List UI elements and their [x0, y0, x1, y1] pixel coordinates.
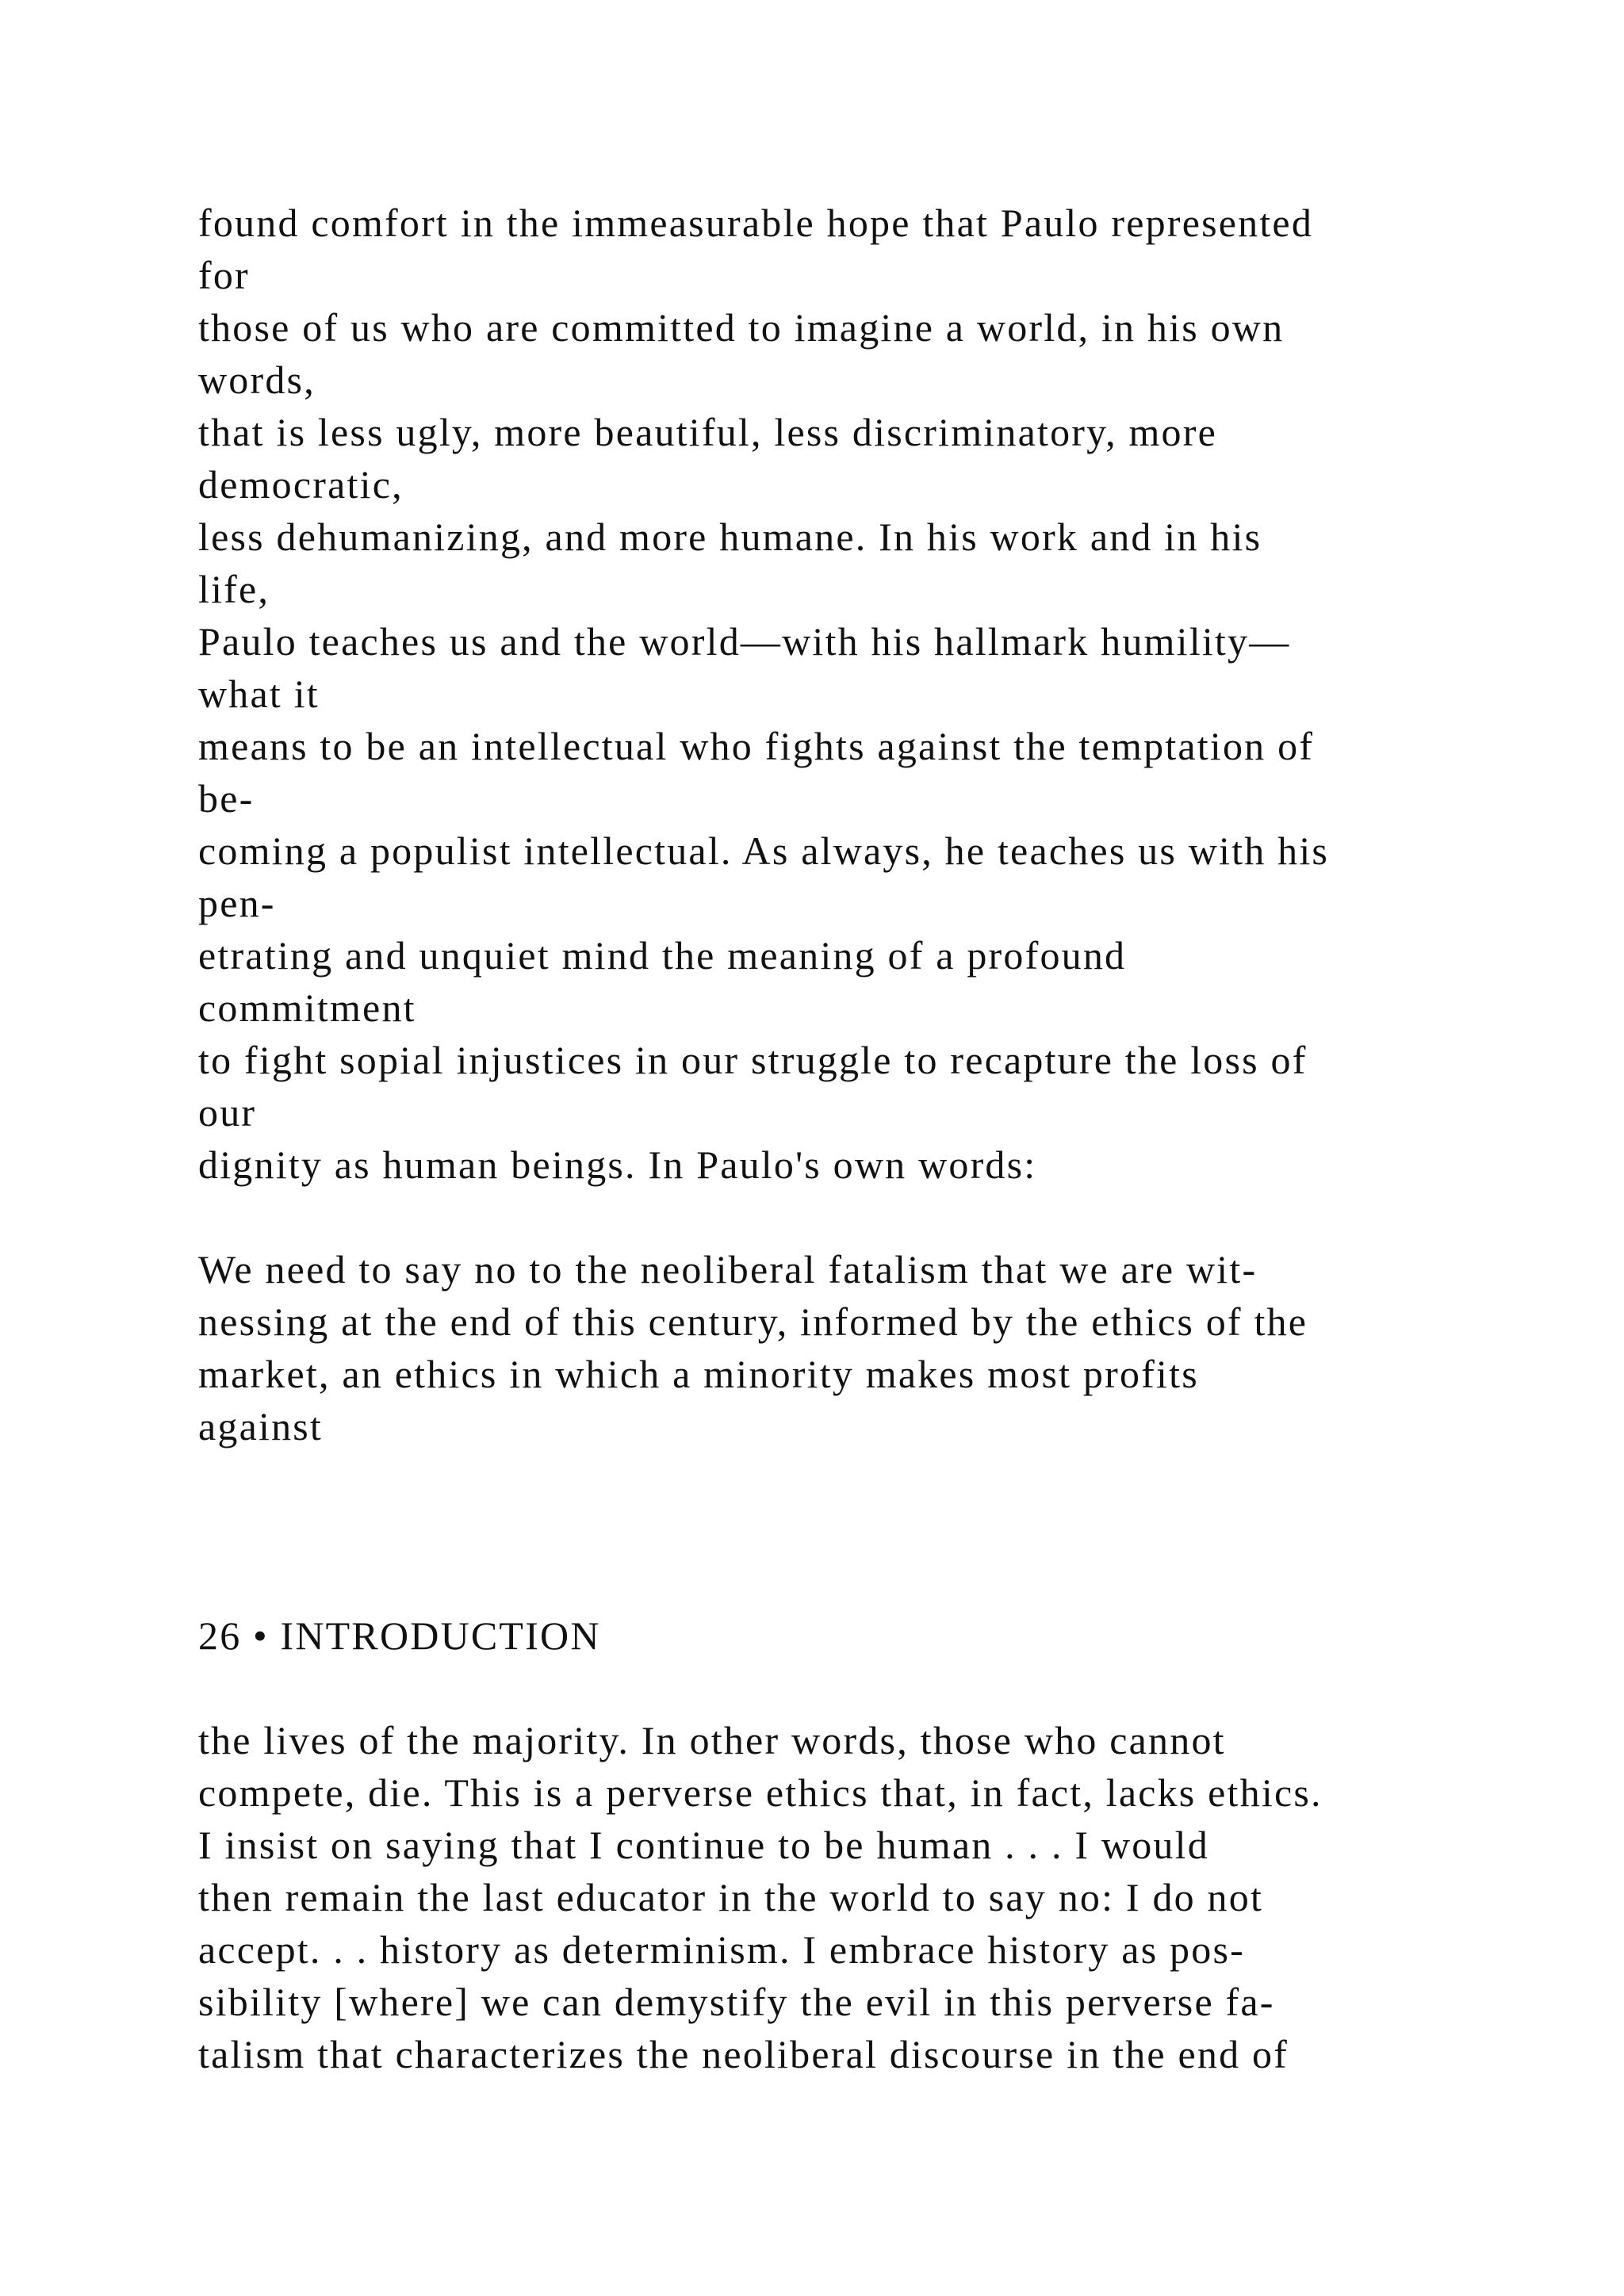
- text-line: nessing at the end of this century, informed by the ethics of the: [198, 1299, 1308, 1344]
- text-line: against: [198, 1404, 324, 1448]
- paragraph-spacer: [198, 1191, 1507, 1243]
- running-header: 26 • INTRODUCTION: [198, 1613, 601, 1658]
- paragraph-quote-start: [198, 1243, 1507, 1452]
- text-line: for: [198, 253, 250, 297]
- text-line: that is less ugly, more beautiful, less discriminatory, more: [198, 410, 1218, 454]
- text-line: talism that characterizes the neoliberal discourse in the end of: [198, 2032, 1289, 2076]
- text-line: what it: [198, 672, 320, 716]
- text-line: accept. . . history as determinism. I embrace history as pos-: [198, 1927, 1245, 1972]
- paragraph-quote-continued: [198, 1714, 1507, 2080]
- text-line: coming a populist intellectual. As always, he teaches us with his: [198, 828, 1330, 873]
- text-line: I insist on saying that I continue to be human . . . I would: [198, 1823, 1209, 1867]
- text-line: less dehumanizing, and more humane. In his work and in his: [198, 515, 1262, 559]
- text-line: words,: [198, 358, 316, 402]
- text-line: to fight sopial injustices in our struggle to recapture the loss of: [198, 1038, 1308, 1082]
- text-line: then remain the last educator in the world to say no: I do not: [198, 1875, 1264, 1919]
- text-line: democratic,: [198, 462, 404, 507]
- text-line: sibility [where] we can demystify the evil in this perverse fa-: [198, 1980, 1275, 2024]
- text-line: Paulo teaches us and the world—with his hallmark humility—: [198, 619, 1291, 664]
- text-line: We need to say no to the neoliberal fatalism that we are wit-: [198, 1247, 1258, 1292]
- text-line: commitment: [198, 985, 416, 1030]
- text-line: those of us who are committed to imagine a world, in his own: [198, 305, 1285, 350]
- document-page: [198, 197, 1507, 2080]
- text-line: found comfort in the immeasurable hope that Paulo represented: [198, 201, 1314, 245]
- text-line: market, an ethics in which a minority makes most profits: [198, 1352, 1199, 1396]
- text-line: pen-: [198, 881, 276, 925]
- text-line: etrating and unquiet mind the meaning of a profound: [198, 933, 1127, 978]
- text-line: dignity as human beings. In Paulo's own words:: [198, 1142, 1037, 1187]
- text-line: compete, die. This is a perverse ethics that, in fact, lacks ethics.: [198, 1770, 1323, 1815]
- page-break-spacer: [198, 1452, 1507, 1609]
- paragraph-intro: [198, 197, 1507, 1191]
- text-line: life,: [198, 567, 270, 611]
- text-line: the lives of the majority. In other words, those who cannot: [198, 1718, 1226, 1762]
- header-spacer: [198, 1662, 1507, 1714]
- text-line: means to be an intellectual who fights against the temptation of: [198, 724, 1315, 768]
- text-line: be-: [198, 776, 255, 821]
- text-line: our: [198, 1090, 257, 1135]
